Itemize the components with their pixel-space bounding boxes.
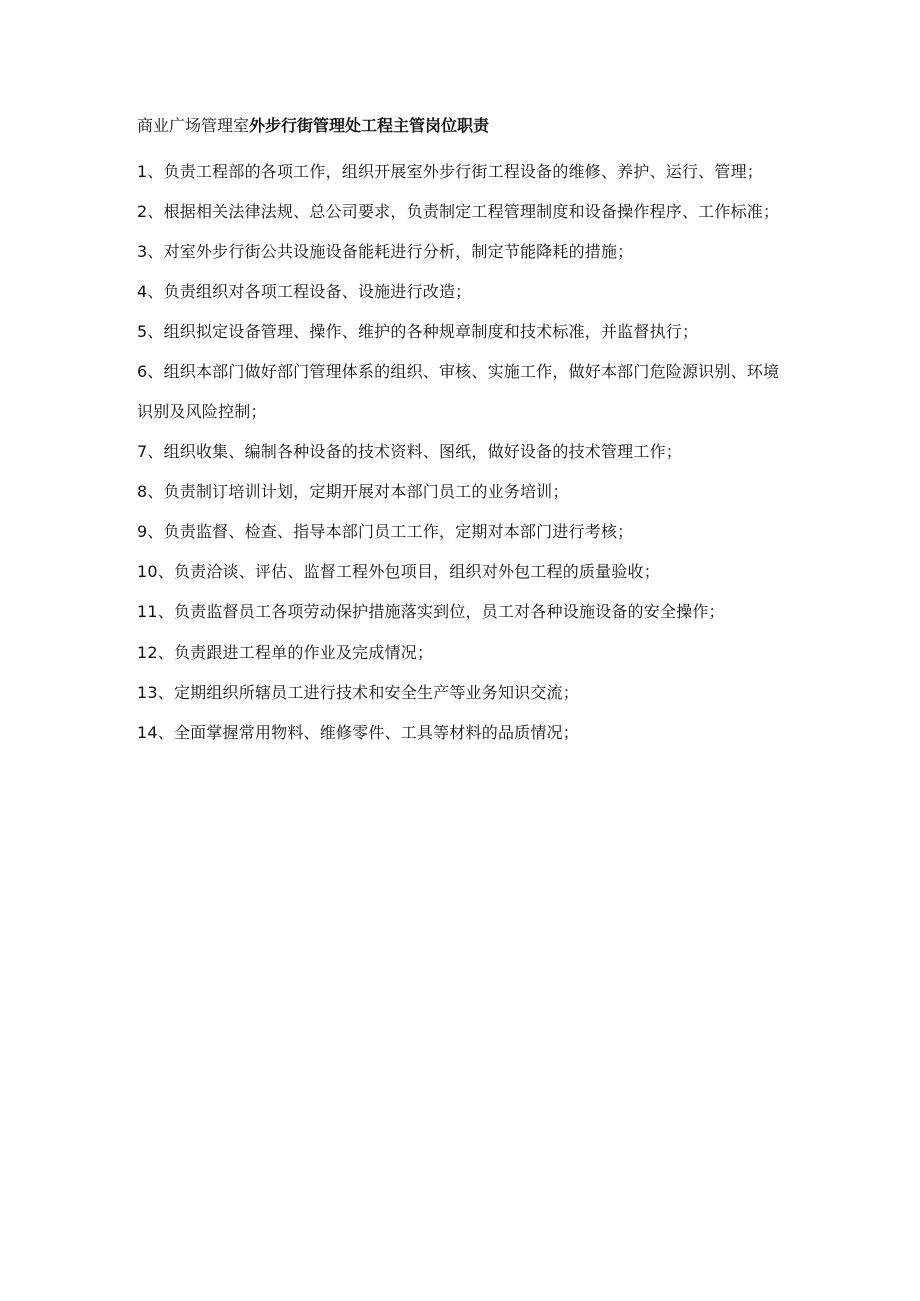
duty-item-5: 5、组织拟定设备管理、操作、维护的各种规章制度和技术标准，并监督执行； [137, 322, 699, 341]
duty-item-8: 8、负责制订培训计划，定期开展对本部门员工的业务培训； [137, 482, 569, 501]
title-main: 外步行街管理处工程主管岗位职责 [249, 116, 490, 135]
duty-item-9: 9、负责监督、检查、指导本部门员工工作，定期对本部门进行考核； [137, 522, 634, 541]
duty-item-11: 11、负责监督员工各项劳动保护措施落实到位，员工对各种设施设备的安全操作； [137, 602, 725, 621]
title-prefix: 商业广场管理室 [137, 116, 250, 135]
duty-item-12: 12、负责跟进工程单的作业及完成情况； [137, 643, 434, 662]
document-title [137, 112, 787, 140]
duty-item-7: 7、组织收集、编制各种设备的技术资料、图纸，做好设备的技术管理工作； [137, 442, 682, 461]
duty-item-6: 6、组织本部门做好部门管理体系的组织、审核、实施工作，做好本部门危险源识别、环境识别及风险控制； [137, 362, 780, 421]
duty-item-14: 14、全面掌握常用物料、维修零件、工具等材料的品质情况； [137, 723, 579, 742]
duty-item-10: 10、负责洽谈、评估、监督工程外包项目，组织对外包工程的质量验收； [137, 562, 660, 581]
duty-item-2: 2、根据相关法律法规、总公司要求，负责制定工程管理制度和设备操作程序、工作标准； [137, 202, 780, 221]
document-body [137, 112, 787, 753]
duty-item-1: 1、负责工程部的各项工作，组织开展室外步行街工程设备的维修、养护、运行、管理； [137, 162, 763, 181]
duty-item-13: 13、定期组织所辖员工进行技术和安全生产等业务知识交流； [137, 683, 579, 702]
duty-item-4: 4、负责组织对各项工程设备、设施进行改造； [137, 282, 472, 301]
duty-item-3: 3、对室外步行街公共设施设备能耗进行分析，制定节能降耗的措施； [137, 242, 634, 261]
